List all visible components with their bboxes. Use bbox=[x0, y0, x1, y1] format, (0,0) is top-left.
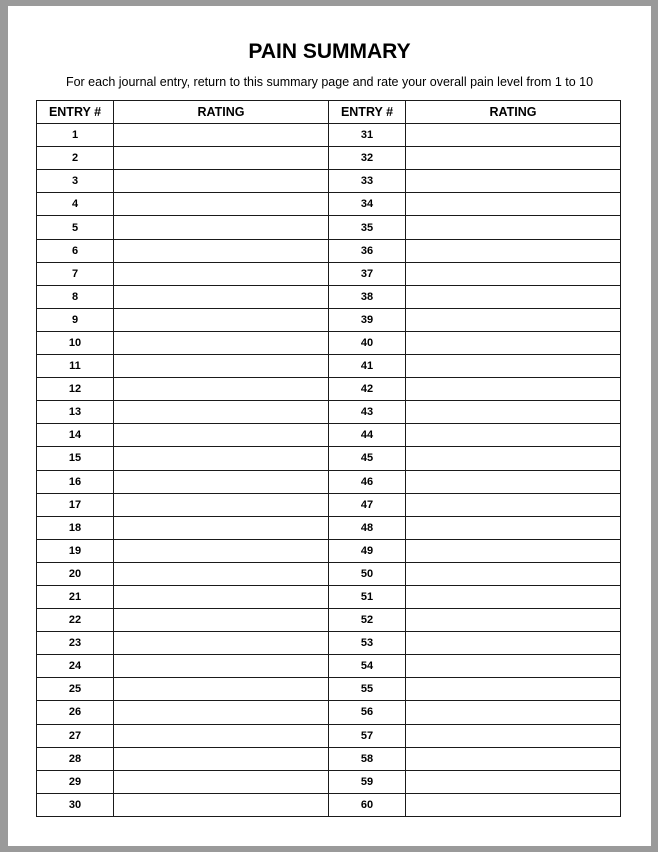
entry-number-cell: 10 bbox=[37, 331, 114, 354]
table-row bbox=[37, 678, 621, 701]
table-row bbox=[37, 447, 621, 470]
entry-number-cell: 18 bbox=[37, 516, 114, 539]
table-row bbox=[37, 793, 621, 816]
entry-number-cell: 43 bbox=[329, 401, 406, 424]
rating-cell[interactable] bbox=[114, 585, 329, 608]
rating-cell[interactable] bbox=[114, 355, 329, 378]
table-row bbox=[37, 170, 621, 193]
entry-number-cell: 31 bbox=[329, 124, 406, 147]
table-row bbox=[37, 493, 621, 516]
entry-number-cell: 33 bbox=[329, 170, 406, 193]
rating-cell[interactable] bbox=[406, 632, 621, 655]
rating-cell[interactable] bbox=[114, 285, 329, 308]
rating-cell[interactable] bbox=[406, 308, 621, 331]
rating-cell[interactable] bbox=[406, 170, 621, 193]
entry-number-cell: 57 bbox=[329, 724, 406, 747]
rating-cell[interactable] bbox=[406, 331, 621, 354]
table-row bbox=[37, 216, 621, 239]
table-row bbox=[37, 770, 621, 793]
rating-cell[interactable] bbox=[406, 609, 621, 632]
entry-number-cell: 35 bbox=[329, 216, 406, 239]
entry-number-cell: 4 bbox=[37, 193, 114, 216]
entry-number-cell: 7 bbox=[37, 262, 114, 285]
header-rating-left: RATING bbox=[114, 101, 329, 124]
rating-cell[interactable] bbox=[114, 447, 329, 470]
entry-number-cell: 12 bbox=[37, 378, 114, 401]
rating-cell[interactable] bbox=[406, 378, 621, 401]
rating-cell[interactable] bbox=[406, 193, 621, 216]
table-row bbox=[37, 193, 621, 216]
entry-number-cell: 49 bbox=[329, 539, 406, 562]
entry-number-cell: 9 bbox=[37, 308, 114, 331]
rating-cell[interactable] bbox=[406, 724, 621, 747]
entry-number-cell: 26 bbox=[37, 701, 114, 724]
table-row bbox=[37, 724, 621, 747]
entry-number-cell: 34 bbox=[329, 193, 406, 216]
entry-number-cell: 53 bbox=[329, 632, 406, 655]
entry-number-cell: 55 bbox=[329, 678, 406, 701]
page-instructions: For each journal entry, return to this summary page and rate your overall pain level from 1 to 10 bbox=[65, 75, 594, 89]
rating-cell[interactable] bbox=[114, 401, 329, 424]
entry-number-cell: 39 bbox=[329, 308, 406, 331]
rating-cell[interactable] bbox=[114, 493, 329, 516]
rating-cell[interactable] bbox=[406, 216, 621, 239]
table-row bbox=[37, 262, 621, 285]
entry-number-cell: 1 bbox=[37, 124, 114, 147]
rating-cell[interactable] bbox=[406, 539, 621, 562]
table-row bbox=[37, 124, 621, 147]
entry-number-cell: 59 bbox=[329, 770, 406, 793]
rating-cell[interactable] bbox=[114, 562, 329, 585]
entry-number-cell: 36 bbox=[329, 239, 406, 262]
entry-number-cell: 37 bbox=[329, 262, 406, 285]
table-row bbox=[37, 655, 621, 678]
rating-cell[interactable] bbox=[114, 701, 329, 724]
rating-cell[interactable] bbox=[114, 770, 329, 793]
rating-cell[interactable] bbox=[114, 147, 329, 170]
table-row bbox=[37, 609, 621, 632]
entry-number-cell: 25 bbox=[37, 678, 114, 701]
table-row bbox=[37, 585, 621, 608]
table-row bbox=[37, 701, 621, 724]
table-row bbox=[37, 308, 621, 331]
entry-number-cell: 54 bbox=[329, 655, 406, 678]
table-row bbox=[37, 747, 621, 770]
rating-cell[interactable] bbox=[406, 424, 621, 447]
entry-number-cell: 48 bbox=[329, 516, 406, 539]
rating-cell[interactable] bbox=[406, 770, 621, 793]
rating-cell[interactable] bbox=[114, 331, 329, 354]
table-row bbox=[37, 331, 621, 354]
table-body bbox=[37, 124, 621, 817]
entry-number-cell: 42 bbox=[329, 378, 406, 401]
rating-cell[interactable] bbox=[406, 355, 621, 378]
entry-number-cell: 45 bbox=[329, 447, 406, 470]
table-row bbox=[37, 285, 621, 308]
entry-number-cell: 6 bbox=[37, 239, 114, 262]
entry-number-cell: 30 bbox=[37, 793, 114, 816]
rating-cell[interactable] bbox=[406, 655, 621, 678]
entry-number-cell: 15 bbox=[37, 447, 114, 470]
rating-cell[interactable] bbox=[406, 701, 621, 724]
rating-cell[interactable] bbox=[114, 239, 329, 262]
entry-number-cell: 8 bbox=[37, 285, 114, 308]
entry-number-cell: 11 bbox=[37, 355, 114, 378]
rating-cell[interactable] bbox=[114, 424, 329, 447]
rating-cell[interactable] bbox=[114, 655, 329, 678]
rating-cell[interactable] bbox=[114, 170, 329, 193]
entry-number-cell: 51 bbox=[329, 585, 406, 608]
entry-number-cell: 27 bbox=[37, 724, 114, 747]
entry-number-cell: 32 bbox=[329, 147, 406, 170]
rating-cell[interactable] bbox=[114, 516, 329, 539]
rating-cell[interactable] bbox=[406, 678, 621, 701]
rating-cell[interactable] bbox=[406, 239, 621, 262]
entry-number-cell: 29 bbox=[37, 770, 114, 793]
entry-number-cell: 44 bbox=[329, 424, 406, 447]
header-rating-right: RATING bbox=[406, 101, 621, 124]
rating-cell[interactable] bbox=[114, 308, 329, 331]
rating-cell[interactable] bbox=[406, 262, 621, 285]
entry-number-cell: 22 bbox=[37, 609, 114, 632]
rating-cell[interactable] bbox=[406, 585, 621, 608]
table-row bbox=[37, 239, 621, 262]
table-row bbox=[37, 562, 621, 585]
entry-number-cell: 46 bbox=[329, 470, 406, 493]
entry-number-cell: 13 bbox=[37, 401, 114, 424]
entry-number-cell: 40 bbox=[329, 331, 406, 354]
table-row bbox=[37, 401, 621, 424]
rating-cell[interactable] bbox=[406, 493, 621, 516]
entry-number-cell: 28 bbox=[37, 747, 114, 770]
table-row bbox=[37, 632, 621, 655]
rating-cell[interactable] bbox=[114, 124, 329, 147]
rating-cell[interactable] bbox=[114, 747, 329, 770]
rating-cell[interactable] bbox=[114, 193, 329, 216]
table-row bbox=[37, 378, 621, 401]
header-entry-right: ENTRY # bbox=[329, 101, 406, 124]
rating-cell[interactable] bbox=[406, 747, 621, 770]
rating-cell[interactable] bbox=[406, 516, 621, 539]
pain-summary-table bbox=[36, 100, 621, 817]
rating-cell[interactable] bbox=[114, 262, 329, 285]
table-row bbox=[37, 470, 621, 493]
rating-cell[interactable] bbox=[114, 678, 329, 701]
rating-cell[interactable] bbox=[114, 609, 329, 632]
rating-cell[interactable] bbox=[406, 793, 621, 816]
rating-cell[interactable] bbox=[406, 562, 621, 585]
entry-number-cell: 58 bbox=[329, 747, 406, 770]
table-row bbox=[37, 147, 621, 170]
entry-number-cell: 47 bbox=[329, 493, 406, 516]
entry-number-cell: 17 bbox=[37, 493, 114, 516]
header-entry-left: ENTRY # bbox=[37, 101, 114, 124]
entry-number-cell: 5 bbox=[37, 216, 114, 239]
rating-cell[interactable] bbox=[114, 793, 329, 816]
rating-cell[interactable] bbox=[406, 447, 621, 470]
entry-number-cell: 50 bbox=[329, 562, 406, 585]
table-row bbox=[37, 355, 621, 378]
rating-cell[interactable] bbox=[114, 632, 329, 655]
entry-number-cell: 16 bbox=[37, 470, 114, 493]
entry-number-cell: 52 bbox=[329, 609, 406, 632]
rating-cell[interactable] bbox=[406, 401, 621, 424]
entry-number-cell: 19 bbox=[37, 539, 114, 562]
entry-number-cell: 38 bbox=[329, 285, 406, 308]
rating-cell[interactable] bbox=[406, 124, 621, 147]
rating-cell[interactable] bbox=[114, 378, 329, 401]
rating-cell[interactable] bbox=[114, 724, 329, 747]
entry-number-cell: 23 bbox=[37, 632, 114, 655]
rating-cell[interactable] bbox=[114, 216, 329, 239]
rating-cell[interactable] bbox=[406, 285, 621, 308]
table-row bbox=[37, 539, 621, 562]
table-row bbox=[37, 516, 621, 539]
table-header-row bbox=[37, 101, 621, 124]
entry-number-cell: 41 bbox=[329, 355, 406, 378]
entry-number-cell: 56 bbox=[329, 701, 406, 724]
entry-number-cell: 21 bbox=[37, 585, 114, 608]
rating-cell[interactable] bbox=[406, 147, 621, 170]
entry-number-cell: 3 bbox=[37, 170, 114, 193]
rating-cell[interactable] bbox=[406, 470, 621, 493]
entry-number-cell: 2 bbox=[37, 147, 114, 170]
entry-number-cell: 14 bbox=[37, 424, 114, 447]
document-page bbox=[8, 6, 651, 846]
page-title: PAIN SUMMARY bbox=[248, 40, 411, 63]
rating-cell[interactable] bbox=[114, 470, 329, 493]
entry-number-cell: 60 bbox=[329, 793, 406, 816]
rating-cell[interactable] bbox=[114, 539, 329, 562]
entry-number-cell: 20 bbox=[37, 562, 114, 585]
entry-number-cell: 24 bbox=[37, 655, 114, 678]
table-row bbox=[37, 424, 621, 447]
